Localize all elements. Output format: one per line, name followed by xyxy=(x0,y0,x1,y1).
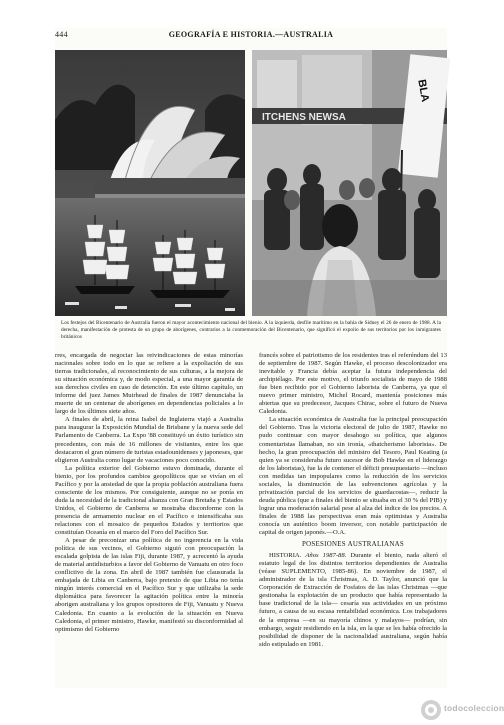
photo-aboriginal-protest xyxy=(252,50,447,316)
section-paragraph xyxy=(259,552,447,649)
section-body: Durante el bienio, nada alteró el estatuto legal de los distintos territorios dependientes de Australia (véase SUPLEMENTO, 1985-86). En noviembre de 1987, el administrador de la isla Christmas, A. D. Taylor, anunció que la Corporación de Extracción de Fosfatos de las islas Christmas —que gestionaba la explotación de un producto que había representado la base tradicional de la isla— cesaría sus actividades en un próximo futuro, a causa de su escasa rentabilidad económica. Los trabajadores de la empresa —en su mayoría chinos y malayos— podrían, sin embargo, seguir residiendo en la isla, en la que se les había ofrecido la posibilidad de disponer de la nacionalidad australiana, según había sido estipulado en 1981. xyxy=(259,552,448,648)
column-right xyxy=(259,352,447,692)
paragraph: La política exterior del Gobierno estuvo dominada, durante el bienio, por los profundos cambios geopolíticos que se vivían en el Pacífico y por la ansiedad de que la propia población australiana fuera consciente de los mismos. Por consiguiente, aunque no se ponía en duda la necesidad de la tradicional alianza con Gran Bretaña y Estados Unidos, el Gobierno de Canberra se mostraba disconforme con la presencia de armamento nuclear en el Pacífico e intensificaba sus relaciones con el mosaico de pequeños Estados y territorios que constituían Oceanía en el marco del Foro del Pacífico Sur. xyxy=(55,464,243,537)
section-period: Años 1987-88. xyxy=(305,552,347,560)
paragraph: rres, encargada de negociar las reivindicaciones de estas minorías nacionales sobre todo en lo que se refiere a la expoliación de sus tierras tradicionales, al reconocimiento de sus culturas, a la mejora de su situación económica y, de modo especial, a una mayor garantía de sus derechos civiles en caso de detención. En este último capítulo, un informe del juez James Muirhead de finales de 1987 denunciaba la muerte de un centenar de aborígenes en dependencias policiales a lo largo de los últimos siete años. xyxy=(55,352,243,416)
page-header xyxy=(55,28,447,42)
watermark-text: todocoleccion xyxy=(444,703,504,713)
running-title: GEOGRAFÍA E HISTORIA.—AUSTRALIA xyxy=(168,30,334,39)
paragraph: A finales de abril, la reina Isabel de Inglaterra viajó a Australia para inaugurar la Exposición Mundial de Brisbane y la nueva sede del Parlamento de Canberra. La Expo '88 constituyó un éxito turístico sin precedentes, con más de 16 millones de visitantes, entre los que destacaron el gran número de turistas estadounidenses y japoneses, que eligieron Australia como lugar de vacaciones poco conocido. xyxy=(55,416,243,464)
protest-placard-text: BLA xyxy=(415,78,432,103)
article-columns xyxy=(55,352,447,692)
watermark-footer xyxy=(0,694,490,725)
photo-sydney-harbour-parade xyxy=(55,50,245,316)
section-lead: HISTORIA. xyxy=(269,552,302,560)
photo-strip xyxy=(55,50,447,316)
newsagency-sign-text: ITCHENS NEWSA xyxy=(262,112,346,123)
document-page xyxy=(55,28,447,688)
photo-caption: Los festejos del Bicentenario de Australia fueron el mayor acontecimiento nacional del bienio. A la izquierda, desfile marítimo en la bahía de Sidney el 26 de enero de 1988. A la derecha, manifestación de protesta de un grupo de aborígenes, contrarios a la conmemoración del Bicentenario, que significó el expolio de sus territorios por los inmigrantes británicos xyxy=(61,320,441,340)
tc-logo-icon xyxy=(420,699,442,721)
column-left xyxy=(55,352,243,692)
section-heading: POSESIONES AUSTRALIANAS xyxy=(301,541,405,549)
paragraph: francés sobre el patriotismo de los residentes tras el referéndum del 13 de septiembre de 1987. Según Hawke, el proceso descolonizador era inevitable y Francia debía aceptar la futura independencia del archipiélago. Por este motivo, el triunfo socialista de mayo de 1988 fue bien recibido por el Gobierno laborista de Canberra, ya que el nuevo primer ministro, Michel Rocard, mantenía posiciones más abiertas que su predecesor, Jacques Chirac, sobre el futuro de Nueva Caledonia. xyxy=(259,352,447,416)
paragraph: A pesar de preconizar una política de no ingerencia en la vida política de sus vecinos, el Gobierno siguió con preocupación la escalada golpista de las islas Fiji, durante 1987, y acrecentó la ayuda de material antidisturbios a favor del Gobierno de Vanuatu en otro foco conflictivo de la zona. En abril de 1987 también fue clausurada la embajada de Libia en Canberra, bajo pretexto de que Libia no tenía ningún interés comercial en el Pacífico Sur y que utilizaba la sede diplomática para favorecer la agitación política entre la minoría aborigen australiana y los grupos opositores de Fiji, Vanuatu y Nueva Caledonia. En cuanto a la evolución de la situación en Nueva Caledonia, el primer ministro, Hawke, manifestó su disconformidad al optimismo del Gobierno xyxy=(55,537,243,633)
paragraph: La situación económica de Australia fue la principal preocupación del Gobierno. Tras la victoria electoral de julio de 1987, Hawke no pudo continuar con mayor desahogo su política, que algunos comentaristas llamaban, no sin ironía, «thatcherismo laborista». De hecho, la gran preocupación del ministro del Tesoro, Paul Keating (a quien ya se consideraba futuro sucesor de Bob Hawke en el liderazgo de los laboristas), fue la de contener el déficit presupuestario —incluso con medidas tan impopulares como la reducción de los servicios sociales, la disminución de las subvenciones agrícolas y la privatización parcial de los servicios de guardacostas—, reducir la deuda pública (que a finales del bienio se situaba en el 30 % del PIB) y lograr una moderación salarial pese al alza del índice de los precios. A finales de 1988 las perspectivas eran más optimistas y Australia conocía un auténtico boom inversor, con notable participación de capital de origen japonés.—O.A. xyxy=(259,416,447,537)
page-number: 444 xyxy=(55,30,68,39)
